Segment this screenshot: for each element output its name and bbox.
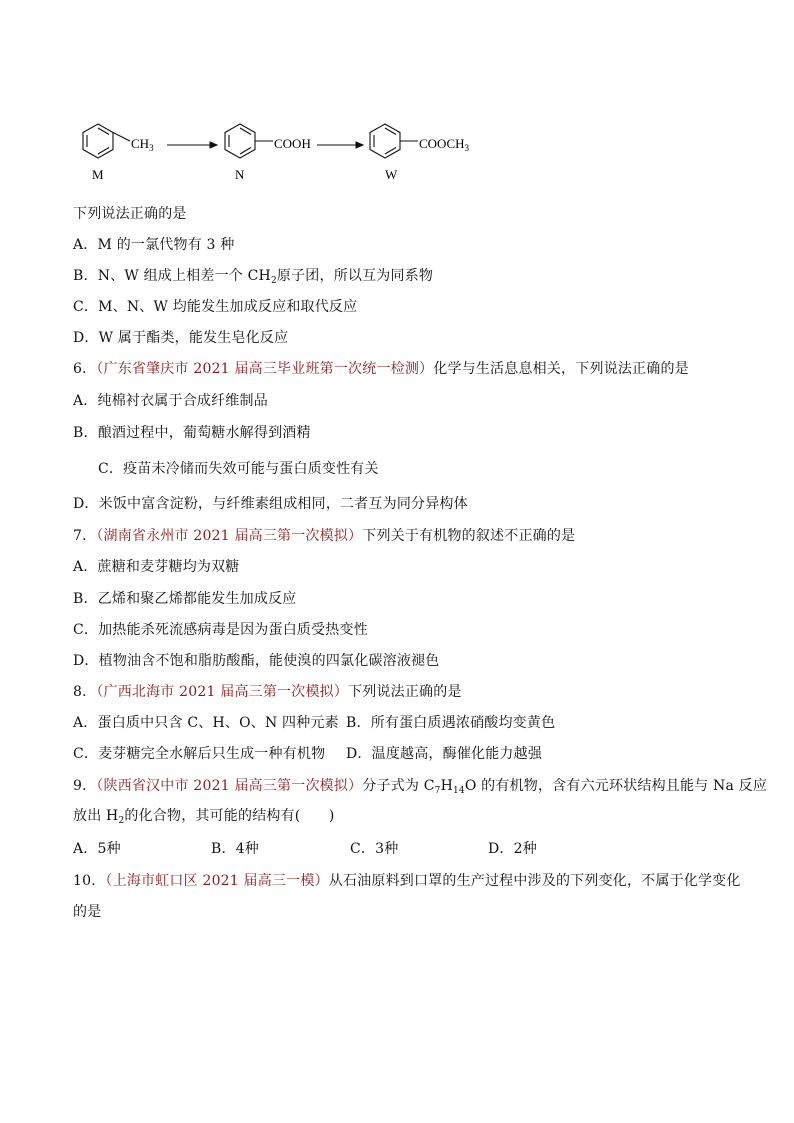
methyl-label: $CH_3$	[131, 136, 154, 153]
q9-options	[73, 839, 537, 859]
question-source: （上海市虹口区 2021 届高三一模）	[105, 873, 329, 889]
q8-option-a: A．蛋白质中只含 C、H、O、N 四种元素	[73, 715, 339, 731]
question-10-stem: 10．（上海市虹口区 2021 届高三一模）从石油原料到口罩的生产过程中涉及的下列变化，不属于化学变化	[73, 873, 741, 889]
question-source: （广东省肇庆市 2021 届高三毕业班第一次统一检测）	[96, 361, 434, 377]
question-source: （广西北海市 2021 届高三第一次模拟）	[96, 684, 349, 700]
q5-option-d: D．W 属于酯类，能发生皂化反应	[73, 330, 289, 346]
q6-option-c: C．疫苗未冷储而失效可能与蛋白质变性有关	[98, 461, 379, 477]
q6-option-b: B．酿酒过程中，葡萄糖水解得到酒精	[73, 425, 311, 441]
question-5-stem: 下列说法正确的是	[73, 206, 187, 222]
label-n: N	[235, 167, 245, 182]
question-6-stem: 6．（广东省肇庆市 2021 届高三毕业班第一次统一检测）化学与生活息息相关，下列说法正确的是	[73, 361, 689, 377]
q8-option-d: D．温度越高，酶催化能力越强	[346, 746, 543, 762]
q9-option-c: C．3种	[350, 841, 399, 857]
question-7-stem: 7．（湖南省永州市 2021 届高三第一次模拟）下列关于有机物的叙述不正确的是	[73, 528, 576, 544]
reaction-arrow	[317, 142, 363, 148]
q6-option-a: A．纯棉衬衣属于合成纤维制品	[73, 393, 268, 409]
question-10-stem-line-2: 的是	[73, 904, 102, 920]
toluene-structure	[83, 124, 130, 158]
label-w: W	[385, 167, 398, 182]
q8-option-c: C．麦芽糖完全水解后只生成一种有机物	[73, 746, 326, 762]
question-9-stem-line-2: 放出 $H_2$的化合物，其可能的结构有( )	[73, 808, 335, 826]
question-source: （陕西省汉中市 2021 届高三第一次模拟）	[96, 778, 363, 794]
q7-option-c: C．加热能杀死流感病毒是因为蛋白质受热变性	[73, 622, 368, 638]
q9-option-a: A．5种	[73, 841, 121, 857]
q8-option-b: B．所有蛋白质遇浓硝酸均变黄色	[346, 715, 556, 731]
carboxyl-label: COOH	[274, 136, 311, 151]
label-m: M	[92, 167, 104, 182]
methyl-benzoate-structure	[370, 124, 418, 158]
q9-option-b: B．4种	[211, 841, 259, 857]
question-9-stem: 9．（陕西省汉中市 2021 届高三第一次模拟）分子式为 $C_7H_{14}O$ 的有机物，含有六元环状结构且能与 Na 反应	[73, 778, 768, 796]
q8-options-row-2	[73, 744, 542, 764]
ester-label: $COOCH_3$	[419, 136, 470, 153]
q5-option-b: B．N、W 组成上相差一个 $CH_2$原子团，所以互为同系物	[73, 268, 434, 286]
q7-option-d: D．植物油含不饱和脂肪酸酯，能使溴的四氯化碳溶液褪色	[73, 653, 440, 669]
benzoic-acid-structure	[225, 124, 273, 158]
question-source: （湖南省永州市 2021 届高三第一次模拟）	[96, 528, 363, 544]
q8-options-row-1	[73, 713, 555, 733]
reaction-scheme	[60, 108, 520, 190]
question-8-stem: 8．（广西北海市 2021 届高三第一次模拟）下列说法正确的是	[73, 684, 462, 700]
q5-option-c: C．M、N、W 均能发生加成反应和取代反应	[73, 299, 358, 315]
q7-option-b: B．乙烯和聚乙烯都能发生加成反应	[73, 591, 297, 607]
q6-option-d: D．米饭中富含淀粉，与纤维素组成相同，二者互为同分异构体	[73, 496, 468, 512]
q5-option-a: A．M 的一氯代物有 3 种	[73, 237, 235, 253]
q9-option-d: D．2种	[488, 841, 537, 857]
q7-option-a: A．蔗糖和麦芽糖均为双糖	[73, 559, 240, 575]
reaction-arrow	[167, 142, 217, 148]
